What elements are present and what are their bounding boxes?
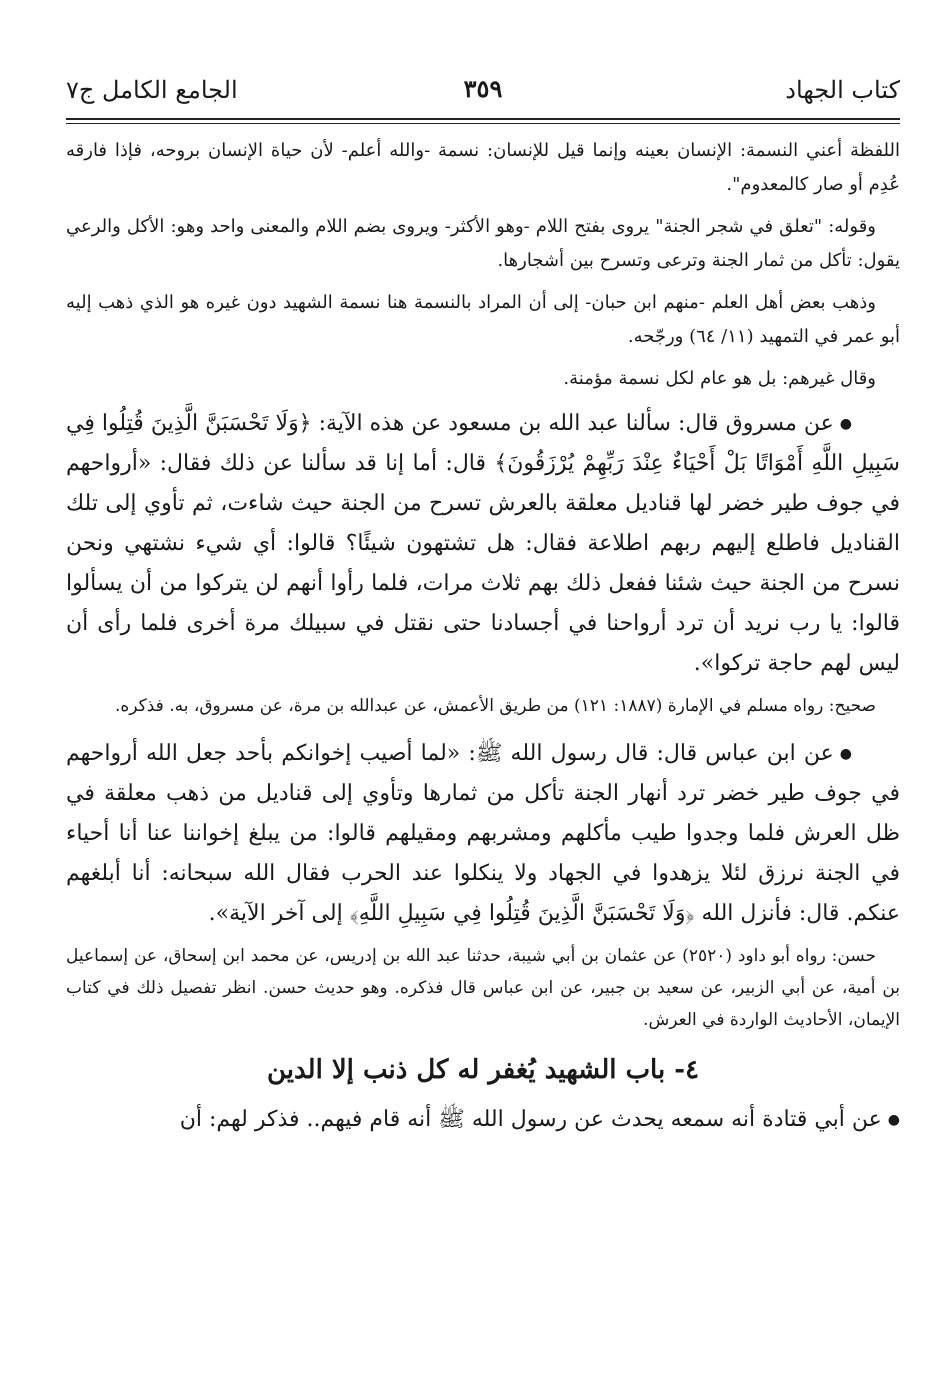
bullet-icon: ● bbox=[839, 416, 852, 432]
commentary-paragraph: وذهب بعض أهل العلم -منهم ابن حبان- إلى أن المراد بالنسمة هنا نسمة الشهيد دون غيره هو الذي ذهب إليه أبو عمر في التمهيد (١١/ ٦٤) ورجّحه. bbox=[66, 292, 900, 347]
book-section-title: كتاب الجهاد bbox=[785, 76, 900, 104]
hadith-paragraph bbox=[66, 734, 900, 934]
header-rule-thin bbox=[66, 123, 900, 124]
bullet-icon: ● bbox=[887, 1112, 900, 1128]
book-title: الجامع الكامل ج٧ bbox=[66, 76, 238, 104]
hadith-text: عن أبي قتادة أنه سمعه يحدث عن رسول الله ﷺ أنه قام فيهم.. فذكر لهم: أن bbox=[179, 1107, 882, 1132]
hadith-text: عن مسروق قال: سألنا عبد الله بن مسعود عن هذه الآية: ﴿وَلَا تَحْسَبَنَّ الَّذِينَ قُتِلُوا فِي سَبِيلِ اللَّهِ أَمْوَاتًا بَلْ أَحْيَاءٌ عِنْدَ رَبِّهِمْ يُرْزَقُونَ﴾ قال: أما إنا قد سألنا عن ذلك فقال: «أرواحهم في جوف طير خضر لها قناديل معلقة بالعرش تسرح من الجنة حيث شاءت، ثم تأوي إلى تلك القناديل فاطلع إليهم ربهم اطلاعة فقال: هل تشتهون شيئًا؟ قالوا: أي شيء نشتهي ونحن نسرح من الجنة حيث شئنا ففعل ذلك بهم ثلاث مرات، فلما رأوا أنهم لن يتركوا من أن يسألوا قالوا: يا رب نريد أن ترد أرواحنا في أجسادنا حتى نقتل في سبيلك مرة أخرى فلما رأى أن ليس لهم حاجة تركوا». bbox=[66, 411, 900, 676]
page-body bbox=[66, 134, 900, 1146]
hadith-reference: حسن: رواه أبو داود (٢٥٢٠) عن عثمان بن أبي شيبة، حدثنا عبد الله بن إدريس، عن محمد ابن إسحاق، عن إسماعيل بن أمية، عن أبي الزبير، عن سعيد بن جبير، عن ابن عباس قال فذكره. وهو حديث حسن. انظر تفصيل ذلك في كتاب الإيمان، الأحاديث الواردة في العرش. bbox=[66, 946, 900, 1030]
page-number: ٣٥٩ bbox=[463, 74, 503, 103]
commentary-paragraph: اللفظة أعني النسمة: الإنسان بعينه وإنما قيل للإنسان: نسمة -والله أعلم- لأن حياة الإنسان بروحه، فإذا فارقه عُدِم أو صار كالمعدوم". bbox=[66, 140, 900, 195]
hadith-text: عن ابن عباس قال: قال رسول الله ﷺ: «لما أصيب إخوانكم بأحد جعل الله أرواحهم في جوف طير خضر ترد أنهار الجنة تأكل من ثمارها وتأوي إلى قناديل من ذهب معلقة في ظل العرش فلما وجدوا طيب مأكلهم ومشربهم ومقيلهم قالوا: من يبلغ إخواننا عنا أنا أحياء في الجنة نرزق لئلا يزهدوا في الجهاد ولا ينكلوا عند الحرب فقال الله سبحانه: أنا أبلغهم عنكم. قال: فأنزل الله ﴿وَلَا تَحْسَبَنَّ الَّذِينَ قُتِلُوا فِي سَبِيلِ اللَّهِ﴾ إلى آخر الآية». bbox=[66, 741, 900, 926]
bullet-icon: ● bbox=[839, 746, 852, 762]
hadith-reference: صحيح: رواه مسلم في الإمارة (١٨٨٧: ١٢١) من طريق الأعمش، عن عبدالله بن مرة، عن مسروق، به. فذكره. bbox=[114, 696, 876, 716]
hadith-paragraph bbox=[66, 404, 900, 684]
page-header bbox=[66, 70, 900, 114]
chapter-heading: ٤- باب الشهيد يُغفر له كل ذنب إلا الدين bbox=[266, 1055, 700, 1085]
hadith-paragraph bbox=[66, 1100, 900, 1140]
commentary-paragraph: وقال غيرهم: بل هو عام لكل نسمة مؤمنة. bbox=[563, 368, 876, 389]
commentary-paragraph: وقوله: "تعلق في شجر الجنة" يروى بفتح اللام -وهو الأكثر- ويروى بضم اللام والمعنى واحد وهو: الأكل والرعي يقول: تأكل من ثمار الجنة وترعى وتسرح بين أشجارها. bbox=[66, 216, 900, 271]
header-rule-thick bbox=[66, 118, 900, 120]
